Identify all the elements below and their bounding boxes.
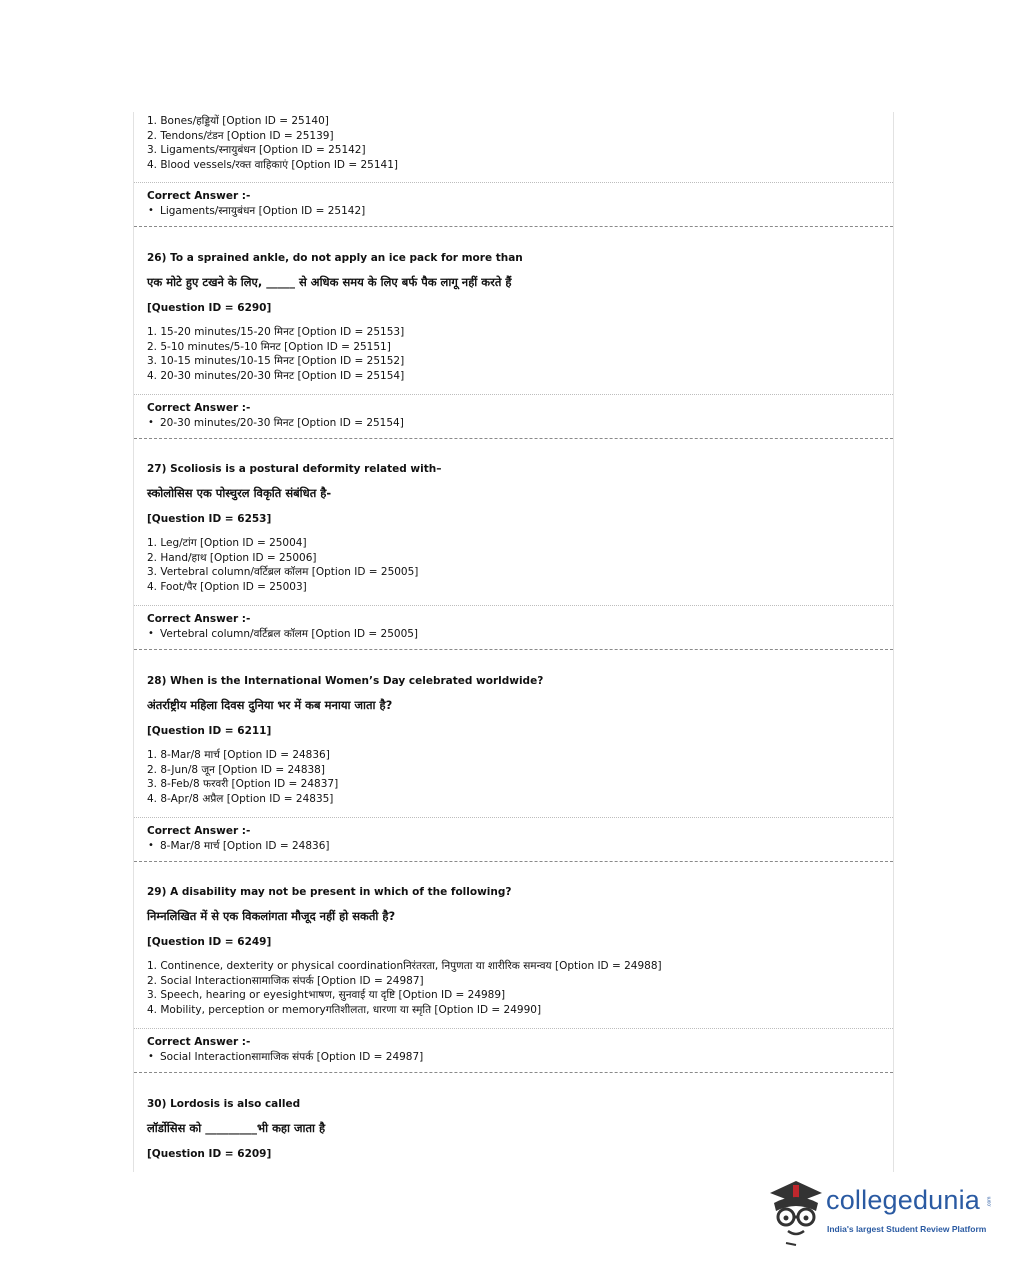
option: 1. Bones/हड्डियों [Option ID = 25140] [147,115,329,127]
question-id: [Question ID = 6209] [147,1148,272,1160]
option: 4. Mobility, perception or memoryगतिशीलता, धारणा या स्मृति [Option ID = 24990] [147,1003,542,1016]
question-text-hindi: अंतर्राष्ट्रीय महिला दिवस दुनिया भर में कब मनाया जाता है? [147,698,393,712]
option: 1. 15-20 minutes/15-20 मिनट [Option ID = 25153] [147,326,405,338]
brand-tagline: India's largest Student Review Platform [827,1224,987,1234]
question-25-continuation [134,114,893,172]
option: 2. Tendons/टंडन [Option ID = 25139] [147,129,334,142]
question-id: [Question ID = 6211] [147,725,272,737]
correct-answer [147,1049,893,1065]
correct-answer-text: Social Interactionसामाजिक संपर्क [Option ID = 24987] [160,1051,424,1063]
option: 4. Foot/पैर [Option ID = 25003] [147,580,307,593]
question-id: [Question ID = 6249] [147,936,272,948]
correct-answer-section [134,394,893,439]
option: 3. 8-Feb/8 फरवरी [Option ID = 24837] [147,778,339,791]
question-id: [Question ID = 6290] [147,302,272,314]
correct-answer-label: Correct Answer :- [147,613,251,625]
correct-answer-label: Correct Answer :- [147,1036,251,1048]
option: 4. 20-30 minutes/20-30 मिनट [Option ID = 25154] [147,369,405,382]
correct-answer [147,626,893,642]
option: 4. Blood vessels/रक्त वाहिकाएं [Option ID = 25141] [147,158,398,171]
correct-answer-section [134,817,893,862]
option: 3. Ligaments/स्नायुबंधन [Option ID = 25142] [147,144,366,157]
correct-answer-section [134,182,893,227]
question-text-english: 28) When is the International Women’s Day celebrated worldwide? [147,675,544,687]
question-separator [134,861,893,862]
option: 1. Continence, dexterity or physical coordinationनिरंतरता, निपुणता या शारीरिक समन्वय [Option ID = 24988] [147,960,662,972]
question-text-english: 26) To a sprained ankle, do not apply an ice pack for more than [147,252,523,264]
option: 2. Hand/हाथ [Option ID = 25006] [147,551,317,564]
correct-answer-section [134,605,893,650]
question-30 [134,1097,893,1161]
question-27 [134,462,893,594]
brand-name: collegedunia [826,1185,981,1215]
correct-answer-label: Correct Answer :- [147,402,251,414]
option: 3. Speech, hearing or eyesightभाषण, सुनवाई या दृष्टि [Option ID = 24989] [147,989,506,1002]
question-separator [134,649,893,650]
mascot-icon [766,1177,826,1247]
option-list [147,748,893,806]
bullet-icon: • [148,417,154,428]
brand-domain: .com [986,1196,993,1208]
correct-answer [147,838,893,854]
question-separator [134,1072,893,1073]
correct-answer-label: Correct Answer :- [147,190,251,202]
bullet-icon: • [148,205,154,216]
correct-answer-text: 20-30 minutes/20-30 मिनट [Option ID = 25154] [160,417,404,429]
option-list [147,959,893,1017]
bullet-icon: • [148,1051,154,1062]
option: 1. Leg/टांग [Option ID = 25004] [147,537,307,549]
question-29 [134,885,893,1017]
question-text-hindi: स्कोलोसिस एक पोस्चुरल विकृति संबंधित है- [147,486,332,500]
bullet-icon: • [148,628,154,639]
correct-answer [147,203,893,219]
correct-answer-text: 8-Mar/8 मार्च [Option ID = 24836] [160,840,330,852]
question-26 [134,251,893,383]
question-id: [Question ID = 6253] [147,513,272,525]
question-text-english: 29) A disability may not be present in which of the following? [147,886,512,898]
option-list [147,536,893,594]
option: 2. 5-10 minutes/5-10 मिनट [Option ID = 25151] [147,340,391,353]
option: 1. 8-Mar/8 मार्च [Option ID = 24836] [147,749,330,761]
question-text-hindi: निम्नलिखित में से एक विकलांगता मौजूद नहीं हो सकती है? [147,909,396,923]
question-text-hindi: एक मोटे हुए टखने के लिए, _____ से अधिक समय के लिए बर्फ पैक लागू नहीं करते हैं [147,275,512,289]
option: 3. Vertebral column/वर्टिब्रल कॉलम [Option ID = 25005] [147,566,419,579]
option: 2. Social Interactionसामाजिक संपर्क [Option ID = 24987] [147,974,424,987]
correct-answer [147,415,893,431]
option: 2. 8-Jun/8 जून [Option ID = 24838] [147,763,325,776]
correct-answer-text: Ligaments/स्नायुबंधन [Option ID = 25142] [160,205,366,217]
option-list [134,114,893,172]
question-28 [134,674,893,806]
option: 3. 10-15 minutes/10-15 मिनट [Option ID = 25152] [147,355,405,368]
correct-answer-label: Correct Answer :- [147,825,251,837]
collegedunia-logo [766,1177,996,1247]
correct-answer-section [134,1028,893,1073]
question-separator [134,226,893,227]
question-text-hindi: लॉर्डोसिस को _________भी कहा जाता है [147,1121,326,1135]
option-list [147,325,893,383]
bullet-icon: • [148,840,154,851]
question-paper-page [133,112,894,1172]
question-text-english: 30) Lordosis is also called [147,1098,301,1110]
correct-answer-text: Vertebral column/वर्टिब्रल कॉलम [Option ID = 25005] [160,628,419,640]
question-text-english: 27) Scoliosis is a postural deformity related with– [147,463,442,475]
option: 4. 8-Apr/8 अप्रैल [Option ID = 24835] [147,792,334,805]
question-separator [134,438,893,439]
